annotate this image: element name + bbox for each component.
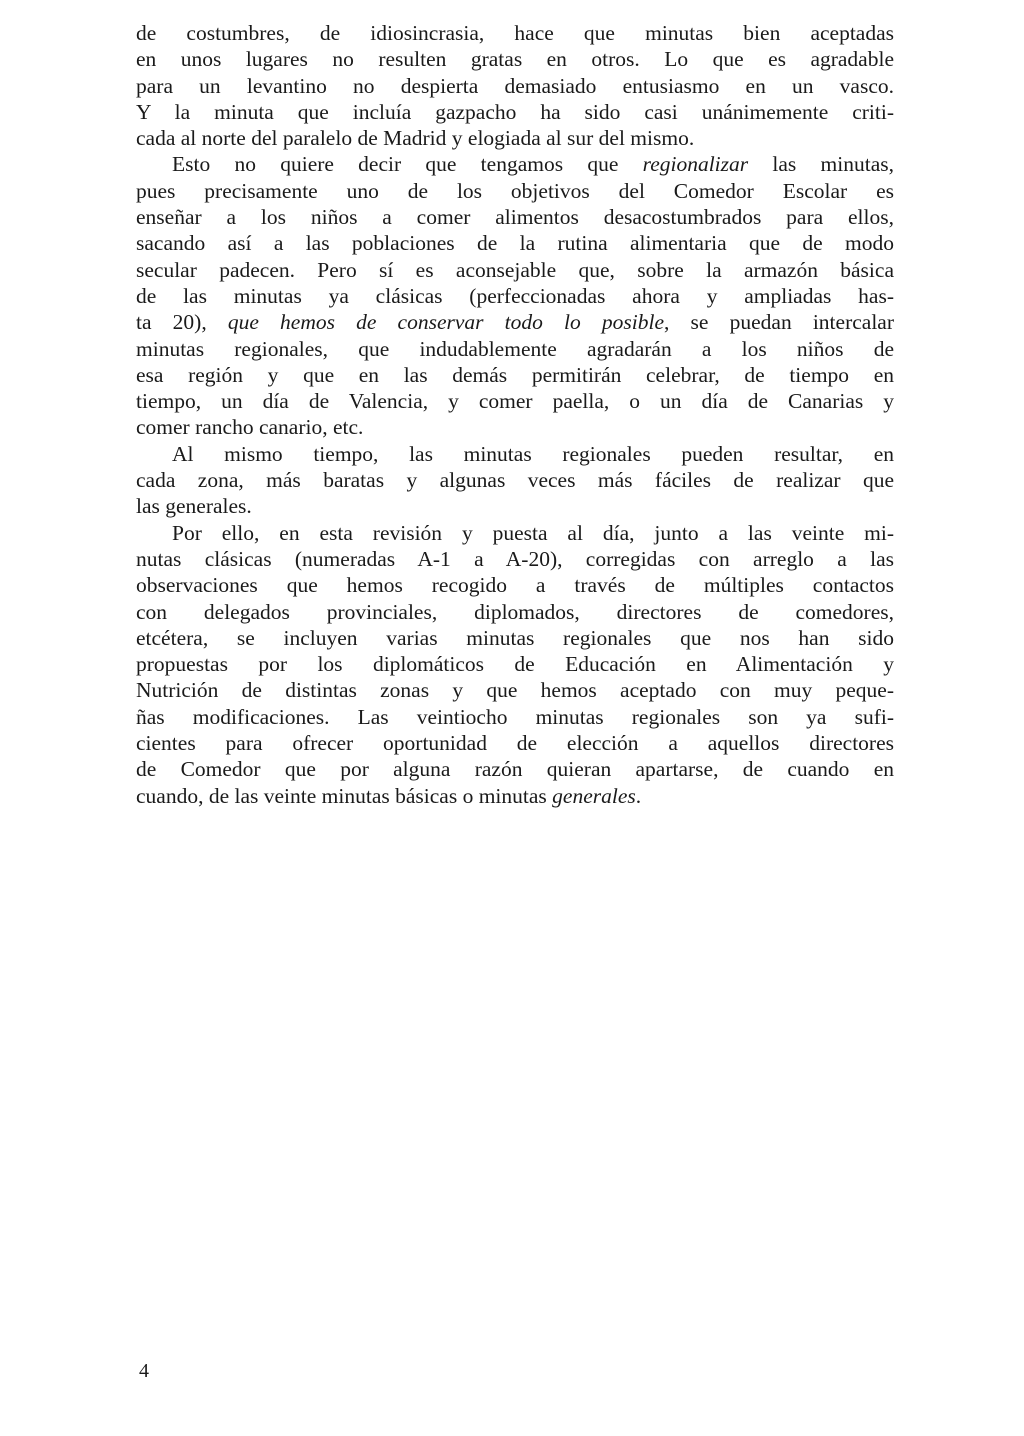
paragraph-first-line (136, 441, 894, 467)
text-run: ta 20), (136, 310, 228, 335)
text-run: cada zona, más baratas y algunas veces más fáciles de realizar que (136, 468, 894, 493)
text-run: , se puedan intercalar (664, 310, 894, 335)
text-line (136, 467, 894, 493)
text-run: esa región y que en las demás permitirán celebrar, de tiempo en (136, 362, 894, 387)
text-line (136, 20, 894, 46)
text-run: las minutas, (748, 152, 894, 177)
text-run: con delegados provinciales, diplomados, directores de comedores, (136, 599, 894, 624)
text-line (136, 493, 894, 519)
body-text (136, 20, 894, 809)
text-line (136, 414, 894, 440)
text-line (136, 73, 894, 99)
text-line (136, 756, 894, 782)
text-line (136, 125, 894, 151)
text-line (136, 599, 894, 625)
text-line (136, 336, 894, 362)
paragraph-first-line (136, 520, 894, 546)
italic-text: generales (552, 783, 636, 808)
text-run: enseñar a los niños a comer alimentos desacostumbrados para ellos, (136, 205, 894, 230)
text-line (136, 283, 894, 309)
text-run: ñas modificaciones. Las veintiocho minutas regionales son ya sufi- (136, 704, 894, 729)
text-run: secular padecen. Pero sí es aconsejable que, sobre la armazón básica (136, 257, 894, 282)
text-run: cuando, de las veinte minutas básicas o minutas (136, 783, 553, 808)
text-line (136, 309, 894, 335)
text-line (136, 99, 894, 125)
text-run: propuestas por los diplomáticos de Educación en Alimentación y (136, 652, 894, 677)
text-run: de Comedor que por alguna razón quieran apartarse, de cuando en (136, 757, 894, 782)
text-run: de las minutas ya clásicas (perfeccionadas ahora y ampliadas has- (136, 283, 894, 308)
text-line (136, 46, 894, 72)
text-run: cientes para ofrecer oportunidad de elección a aquellos directores (136, 731, 894, 756)
text-run: Esto no quiere decir que tengamos que (172, 152, 643, 177)
text-run: etcétera, se incluyen varias minutas regionales que nos han sido (136, 625, 894, 650)
text-run: Y la minuta que incluía gazpacho ha sido casi unánimemente criti- (136, 99, 894, 124)
text-line (136, 783, 894, 809)
text-run: Al mismo tiempo, las minutas regionales pueden resultar, en (172, 441, 894, 466)
paragraph-first-line (136, 151, 894, 177)
text-run: de costumbres, de idiosincrasia, hace que minutas bien aceptadas (136, 21, 894, 45)
text-run: observaciones que hemos recogido a través de múltiples contactos (136, 573, 894, 598)
document-page (136, 20, 894, 809)
text-run: Nutrición de distintas zonas y que hemos aceptado con muy peque- (136, 678, 894, 703)
text-run: para un levantino no despierta demasiado entusiasmo en un vasco. (136, 73, 894, 98)
text-line (136, 704, 894, 730)
text-line (136, 388, 894, 414)
text-line (136, 651, 894, 677)
text-line (136, 572, 894, 598)
text-run: Por ello, en esta revisión y puesta al día, junto a las veinte mi- (172, 520, 894, 545)
text-line (136, 730, 894, 756)
text-run: tiempo, un día de Valencia, y comer paella, o un día de Canarias y (136, 389, 894, 414)
text-line (136, 625, 894, 651)
text-run: pues precisamente uno de los objetivos del Comedor Escolar es (136, 178, 894, 203)
text-run: minutas regionales, que indudablemente agradarán a los niños de (136, 336, 894, 361)
italic-text: regionalizar (642, 152, 749, 177)
text-line (136, 546, 894, 572)
text-line (136, 677, 894, 703)
text-run: en unos lugares no resulten gratas en otros. Lo que es agradable (136, 47, 894, 72)
text-run: sacando así a las poblaciones de la rutina alimentaria que de modo (136, 231, 894, 256)
text-line (136, 204, 894, 230)
text-line (136, 230, 894, 256)
text-line (136, 362, 894, 388)
text-line (136, 178, 894, 204)
text-run: las generales. (136, 494, 252, 519)
page-number: 4 (139, 1360, 149, 1382)
italic-text: que hemos de conservar todo lo posible (227, 310, 665, 335)
text-line (136, 257, 894, 283)
text-run: comer rancho canario, etc. (136, 415, 364, 440)
text-run: . (635, 783, 642, 808)
text-run: nutas clásicas (numeradas A-1 a A-20), corregidas con arreglo a las (136, 546, 894, 571)
text-run: cada al norte del paralelo de Madrid y elogiada al sur del mismo. (136, 126, 695, 151)
